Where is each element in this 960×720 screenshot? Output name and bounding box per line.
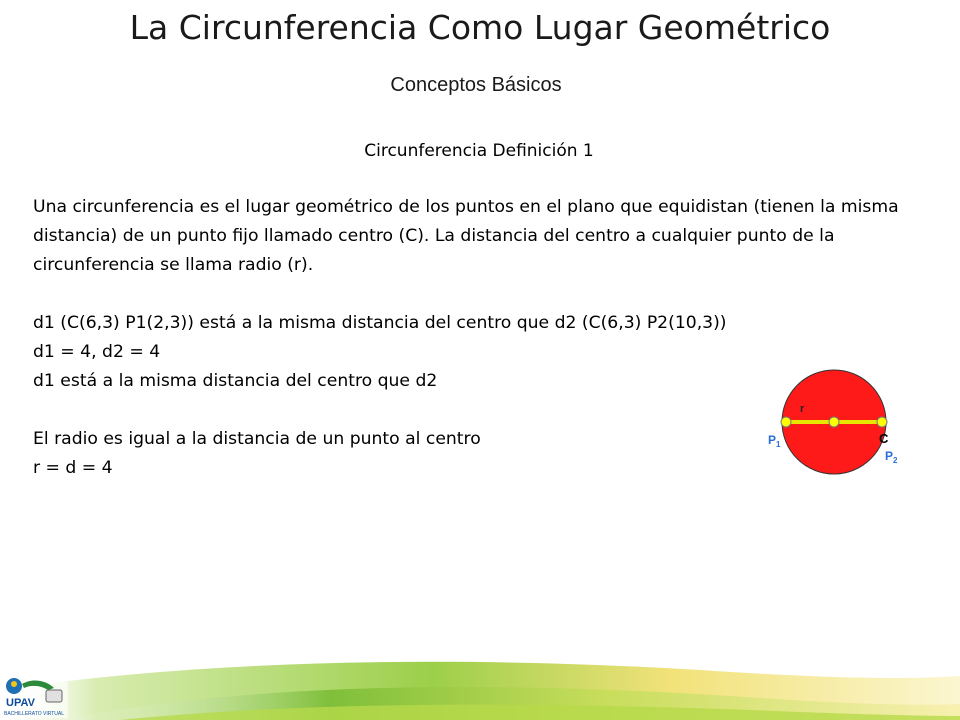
p2-label — [885, 449, 898, 465]
upav-logo — [2, 672, 68, 718]
example-line: d1 (C(6,3) P1(2,3)) está a la misma distancia del centro que d2 (C(6,3) P2(10,3)) — [33, 313, 727, 333]
footer-decoration — [0, 650, 960, 720]
p2-letter: P — [885, 449, 894, 463]
section-heading: Circunferencia Definición 1 — [364, 141, 594, 161]
point-p1 — [781, 417, 791, 427]
conclusion-line: d1 está a la misma distancia del centro que d2 — [33, 371, 438, 391]
values-line: d1 = 4, d2 = 4 — [33, 342, 161, 362]
slide-title: La Circunferencia Como Lugar Geométrico — [129, 8, 831, 47]
logo-upav-text: UPAV — [6, 697, 35, 709]
definition-paragraph: Una circunferencia es el lugar geométrico de los puntos en el plano que equidistan (tienen la misma distancia) de un punto fijo llamado centro (C). La distancia del centro a cualquier punto de la circunferencia se llama radio (r). — [33, 197, 899, 275]
p1-letter: P — [768, 433, 777, 447]
radius-statement-line: El radio es igual a la distancia de un punto al centro — [33, 429, 481, 449]
p1-subscript: 1 — [776, 440, 781, 449]
center-label: C — [879, 431, 889, 446]
p2-subscript: 2 — [893, 456, 898, 465]
formula-line: r = d = 4 — [33, 458, 113, 478]
point-p2 — [877, 417, 887, 427]
slide-subtitle: Conceptos Básicos — [390, 74, 562, 96]
logo-bachillerato-text: BACHILLERATO VIRTUAL — [4, 711, 65, 717]
radius-label: r — [800, 403, 805, 415]
circle-figure — [740, 360, 940, 500]
p1-label — [768, 433, 781, 449]
point-center — [829, 417, 839, 427]
